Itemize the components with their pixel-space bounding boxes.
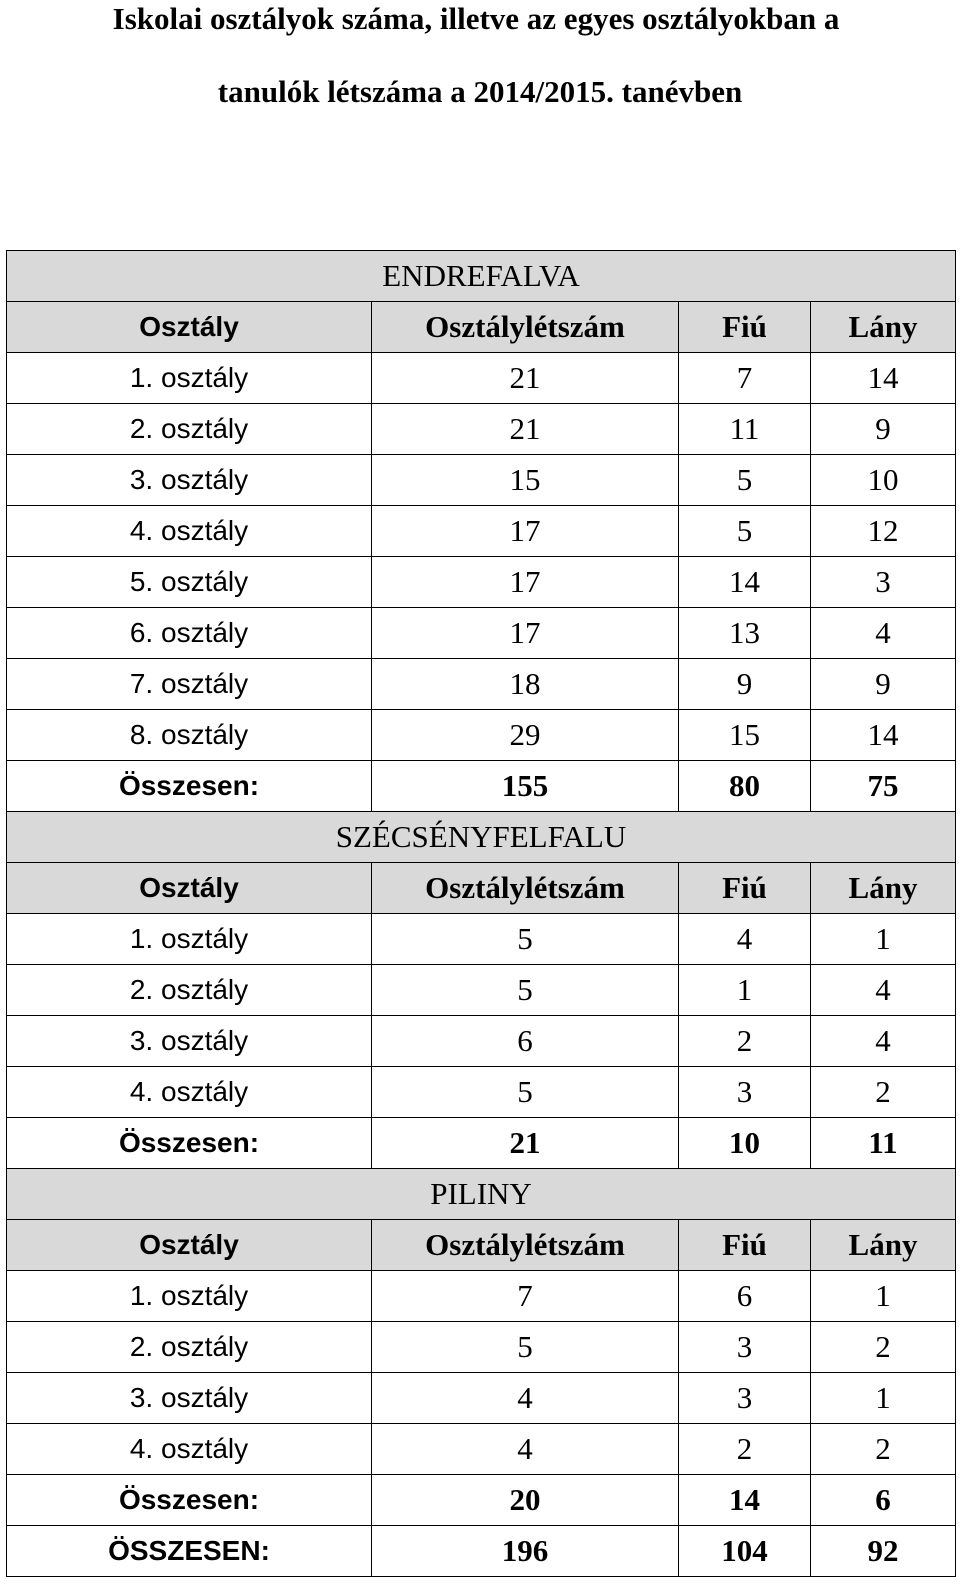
grand-total-boys: 104 [679, 1526, 811, 1577]
girls-value: 14 [811, 710, 956, 761]
header-boys: Fiú [679, 302, 811, 353]
boys-value: 7 [679, 353, 811, 404]
girls-value: 12 [811, 506, 956, 557]
class-size-value: 17 [372, 557, 679, 608]
subtotal-label: Összesen: [7, 1475, 372, 1526]
class-name: 2. osztály [7, 965, 372, 1016]
class-name: 5. osztály [7, 557, 372, 608]
class-size-value: 5 [372, 914, 679, 965]
class-size-value: 6 [372, 1016, 679, 1067]
class-name: 3. osztály [7, 455, 372, 506]
class-size-value: 4 [372, 1373, 679, 1424]
class-size-value: 17 [372, 506, 679, 557]
subtotal-girls: 11 [811, 1118, 956, 1169]
table-row [7, 1067, 956, 1118]
class-size-value: 21 [372, 404, 679, 455]
section-name-row [7, 251, 956, 302]
table-row [7, 1016, 956, 1067]
table-row [7, 1322, 956, 1373]
subtotal-boys: 14 [679, 1475, 811, 1526]
class-size-value: 5 [372, 965, 679, 1016]
boys-value: 15 [679, 710, 811, 761]
header-boys: Fiú [679, 1220, 811, 1271]
header-class-size: Osztálylétszám [372, 302, 679, 353]
subtotal-size: 155 [372, 761, 679, 812]
class-name: 1. osztály [7, 353, 372, 404]
boys-value: 5 [679, 506, 811, 557]
girls-value: 1 [811, 1271, 956, 1322]
girls-value: 2 [811, 1067, 956, 1118]
girls-value: 4 [811, 1016, 956, 1067]
subtotal-size: 20 [372, 1475, 679, 1526]
boys-value: 2 [679, 1424, 811, 1475]
boys-value: 6 [679, 1271, 811, 1322]
girls-value: 1 [811, 914, 956, 965]
boys-value: 3 [679, 1373, 811, 1424]
grand-total-girls: 92 [811, 1526, 956, 1577]
table-row [7, 608, 956, 659]
subtotal-label: Összesen: [7, 1118, 372, 1169]
table-row [7, 914, 956, 965]
class-name: 3. osztály [7, 1373, 372, 1424]
table-row [7, 1271, 956, 1322]
table-row [7, 710, 956, 761]
table-body [7, 251, 956, 1577]
table-row [7, 404, 956, 455]
girls-value: 9 [811, 659, 956, 710]
subtotal-boys: 10 [679, 1118, 811, 1169]
section-name-row [7, 812, 956, 863]
class-name: 4. osztály [7, 1424, 372, 1475]
header-class: Osztály [7, 302, 372, 353]
subtotal-row [7, 761, 956, 812]
header-class: Osztály [7, 863, 372, 914]
class-statistics-table [6, 250, 956, 1577]
class-name: 4. osztály [7, 506, 372, 557]
class-size-value: 7 [372, 1271, 679, 1322]
girls-value: 9 [811, 404, 956, 455]
header-class-size: Osztálylétszám [372, 863, 679, 914]
class-size-value: 21 [372, 353, 679, 404]
girls-value: 4 [811, 608, 956, 659]
class-size-value: 15 [372, 455, 679, 506]
section-name: ENDREFALVA [7, 251, 956, 302]
class-size-value: 18 [372, 659, 679, 710]
boys-value: 2 [679, 1016, 811, 1067]
boys-value: 1 [679, 965, 811, 1016]
class-name: 6. osztály [7, 608, 372, 659]
section-name-row [7, 1169, 956, 1220]
table-row [7, 659, 956, 710]
column-header-row [7, 863, 956, 914]
subtotal-boys: 80 [679, 761, 811, 812]
girls-value: 2 [811, 1322, 956, 1373]
class-name: 1. osztály [7, 1271, 372, 1322]
section-name: SZÉCSÉNYFELFALU [7, 812, 956, 863]
girls-value: 2 [811, 1424, 956, 1475]
table-row [7, 353, 956, 404]
table-row [7, 1373, 956, 1424]
class-name: 3. osztály [7, 1016, 372, 1067]
subtotal-row [7, 1475, 956, 1526]
boys-value: 14 [679, 557, 811, 608]
boys-value: 9 [679, 659, 811, 710]
boys-value: 3 [679, 1322, 811, 1373]
document-title-line-2: tanulók létszáma a 2014/2015. tanévben [217, 74, 743, 109]
class-name: 8. osztály [7, 710, 372, 761]
boys-value: 3 [679, 1067, 811, 1118]
grand-total-size: 196 [372, 1526, 679, 1577]
header-girls: Lány [811, 1220, 956, 1271]
table-row [7, 1424, 956, 1475]
boys-value: 13 [679, 608, 811, 659]
girls-value: 4 [811, 965, 956, 1016]
subtotal-size: 21 [372, 1118, 679, 1169]
class-name: 4. osztály [7, 1067, 372, 1118]
column-header-row [7, 302, 956, 353]
header-boys: Fiú [679, 863, 811, 914]
class-size-value: 4 [372, 1424, 679, 1475]
document-title-line-1: Iskolai osztályok száma, illetve az egyes osztályokban a [112, 1, 840, 36]
header-class: Osztály [7, 1220, 372, 1271]
class-name: 2. osztály [7, 1322, 372, 1373]
boys-value: 11 [679, 404, 811, 455]
girls-value: 14 [811, 353, 956, 404]
boys-value: 4 [679, 914, 811, 965]
table-row [7, 557, 956, 608]
class-size-value: 5 [372, 1322, 679, 1373]
class-size-value: 29 [372, 710, 679, 761]
table-row [7, 506, 956, 557]
class-size-value: 5 [372, 1067, 679, 1118]
class-size-value: 17 [372, 608, 679, 659]
section-name: PILINY [7, 1169, 956, 1220]
class-name: 2. osztály [7, 404, 372, 455]
grand-total-label: ÖSSZESEN: [7, 1526, 372, 1577]
girls-value: 1 [811, 1373, 956, 1424]
subtotal-girls: 75 [811, 761, 956, 812]
class-name: 1. osztály [7, 914, 372, 965]
subtotal-row [7, 1118, 956, 1169]
girls-value: 10 [811, 455, 956, 506]
header-class-size: Osztálylétszám [372, 1220, 679, 1271]
table-row [7, 965, 956, 1016]
class-name: 7. osztály [7, 659, 372, 710]
header-girls: Lány [811, 863, 956, 914]
grand-total-row [7, 1526, 956, 1577]
girls-value: 3 [811, 557, 956, 608]
subtotal-girls: 6 [811, 1475, 956, 1526]
column-header-row [7, 1220, 956, 1271]
table-row [7, 455, 956, 506]
boys-value: 5 [679, 455, 811, 506]
header-girls: Lány [811, 302, 956, 353]
subtotal-label: Összesen: [7, 761, 372, 812]
